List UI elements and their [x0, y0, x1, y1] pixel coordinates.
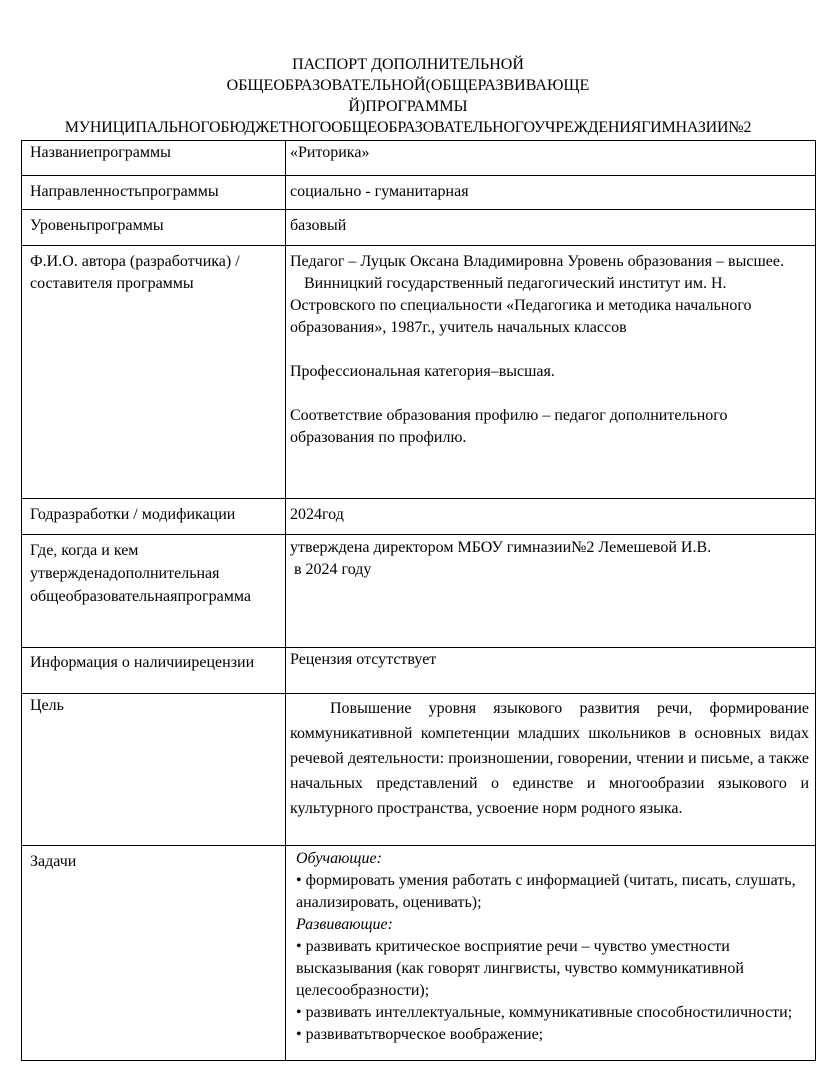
bullet-icon: •: [296, 1026, 302, 1043]
row-author: [22, 246, 816, 499]
bullet-icon: •: [296, 1004, 302, 1021]
author-category: Профессиональная категория–высшая.: [290, 363, 555, 380]
row-review: [22, 648, 816, 694]
row-label: Ф.И.О. автора (разработчика) / составителя программы: [22, 246, 286, 499]
approval-year: в 2024 году: [294, 561, 372, 578]
author-profile: Соответствие образования профилю – педагог дополнительного образования по профилю.: [290, 407, 728, 446]
title-line-4: МУНИЦИПАЛЬНОГОБЮДЖЕТНОГООБЩЕОБРАЗОВАТЕЛЬНОГОУЧРЕЖДЕНИЯГИМНАЗИИ№2: [64, 119, 752, 136]
author-education: Педагог – Луцык Оксана Владимировна Уровень образования – высшее.: [290, 253, 784, 270]
row-goal: [22, 694, 816, 846]
row-program-name: [22, 141, 816, 176]
row-level: [22, 210, 816, 246]
row-label: Информация о наличиирецензии: [22, 648, 286, 694]
row-label: Где, когда и кем утвержденадополнительная общеобразовательнаяпрограмма: [22, 535, 286, 648]
tasks-heading-teaching: Обучающие:: [296, 850, 382, 867]
row-value: [286, 694, 816, 846]
row-label: Уровеньпрограммы: [22, 210, 286, 246]
task-item: [296, 936, 809, 1002]
title-line-3: Й)ПРОГРАММЫ: [348, 98, 468, 115]
passport-table: [21, 140, 816, 1061]
bullet-icon: •: [296, 938, 302, 955]
task-item: [296, 1024, 809, 1046]
row-value: 2024год: [286, 499, 816, 535]
title-line-2: ОБЩЕОБРАЗОВАТЕЛЬНОЙ(ОБЩЕРАЗВИВАЮЩЕ: [226, 77, 590, 94]
task-text: формировать умения работать с информацией (читать, писать, слушать, анализировать, оценивать);: [296, 872, 796, 911]
row-value: [286, 535, 816, 648]
task-text: развивать интеллектуальные, коммуникативные способностиличности;: [305, 1004, 793, 1021]
task-item: [296, 1002, 809, 1024]
row-year: [22, 499, 816, 535]
approval-by: утверждена директором МБОУ гимназии№2 Лемешевой И.В.: [290, 539, 712, 556]
bullet-icon: •: [296, 872, 302, 889]
task-item: [296, 870, 809, 914]
row-value: [286, 246, 816, 499]
row-label: Годразработки / модификации: [22, 499, 286, 535]
row-label: Направленностьпрограммы: [22, 176, 286, 210]
document-title: [0, 54, 816, 138]
task-text: развивать критическое восприятие речи – чувство уместности высказывания (как говорят лингвисты, чувство коммуникативной целесообразности);: [296, 938, 744, 999]
row-direction: [22, 176, 816, 210]
row-value: [286, 846, 816, 1061]
row-label: Задачи: [22, 846, 286, 1061]
row-tasks: [22, 846, 816, 1061]
author-institute: Винницкий государственный педагогический институт им. Н. Островского по специальности «Педагогика и методика начального образования», 1987г., учитель начальных классов: [290, 275, 752, 336]
row-label: Цель: [22, 694, 286, 846]
task-text: развиватьтворческое воображение;: [305, 1026, 544, 1043]
tasks-heading-developing: Развивающие:: [296, 916, 393, 933]
row-value: социально - гуманитарная: [286, 176, 816, 210]
row-approval: [22, 535, 816, 648]
row-value: базовый: [286, 210, 816, 246]
row-value: «Риторика»: [286, 141, 816, 176]
title-line-1: ПАСПОРТ ДОПОЛНИТЕЛЬНОЙ: [292, 56, 524, 73]
row-value: Рецензия отсутствует: [286, 648, 816, 694]
row-label: Названиепрограммы: [22, 141, 286, 176]
goal-text: Повышение уровня языкового развития речи, формирование коммуникативной компетенции младших школьников в основных видах речевой деятельности: произношении, говорении, чтении и письме, а также начальных представлений о единстве и многообразии языкового и культурного пространства, усвоение норм родного языка.: [290, 700, 809, 817]
